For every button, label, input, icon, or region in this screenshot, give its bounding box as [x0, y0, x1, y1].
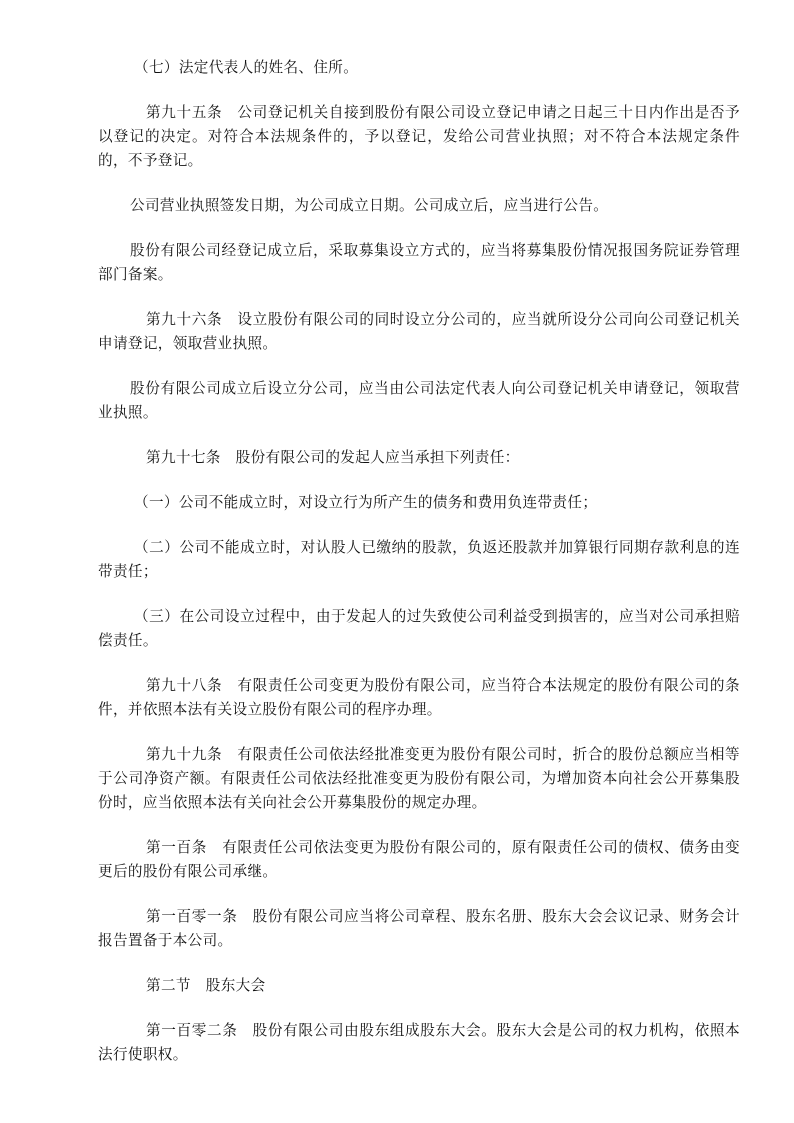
- clause-item-2: （二）公司不能成立时，对认股人已缴纳的股款，负返还股款并加算银行同期存款利息的连带责任；: [98, 539, 740, 580]
- article-102: 第一百零二条 股份有限公司由股东组成股东大会。股东大会是公司的权力机构，依照本法行使职权。: [98, 1022, 740, 1063]
- section-heading: 第二节 股东大会: [146, 977, 266, 994]
- article-96: 第九十六条 设立股份有限公司的同时设立分公司的，应当就所设分公司向公司登记机关申请登记，领取营业执照。: [98, 311, 740, 352]
- article-101: 第一百零一条 股份有限公司应当将公司章程、股东名册、股东大会会议记录、财务会计报告置备于本公司。: [98, 908, 740, 949]
- clause-item-7: （七）法定代表人的姓名、住所。: [134, 59, 359, 76]
- article-98: 第九十八条 有限责任公司变更为股份有限公司，应当符合本法规定的股份有限公司的条件，并依照本法有关设立股份有限公司的程序办理。: [98, 677, 740, 718]
- paragraph-license-date: 公司营业执照签发日期，为公司成立日期。公司成立后，应当进行公告。: [130, 197, 609, 214]
- clause-item-1: （一）公司不能成立时，对设立行为所产生的债务和费用负连带责任；: [134, 494, 598, 511]
- paragraph-branch-registration: 股份有限公司成立后设立分公司，应当由公司法定代表人向公司登记机关申请登记，领取营业执照。: [98, 380, 740, 421]
- document-body: [98, 56, 740, 1088]
- article-95: 第九十五条 公司登记机关自接到股份有限公司设立登记申请之日起三十日内作出是否予以登记的决定。对符合本法规条件的，予以登记，发给公司营业执照；对不符合本法规定条件的，不予登记。: [98, 104, 740, 169]
- paragraph-filing: 股份有限公司经登记成立后，采取募集设立方式的，应当将募集股份情况报国务院证券管理部门备案。: [98, 242, 740, 283]
- article-97: 第九十七条 股份有限公司的发起人应当承担下列责任：: [146, 449, 520, 466]
- article-100: 第一百条 有限责任公司依法变更为股份有限公司的，原有限责任公司的债权、债务由变更后的股份有限公司承继。: [98, 839, 740, 880]
- article-99: 第九十九条 有限责任公司依法经批准变更为股份有限公司时，折合的股份总额应当相等于公司净资产额。有限责任公司依法经批准变更为股份有限公司，为增加资本向社会公开募集股份时，应当依照本法有关向社会公开募集股份的规定办理。: [98, 746, 740, 811]
- clause-item-3: （三）在公司设立过程中，由于发起人的过失致使公司利益受到损害的，应当对公司承担赔偿责任。: [98, 608, 740, 649]
